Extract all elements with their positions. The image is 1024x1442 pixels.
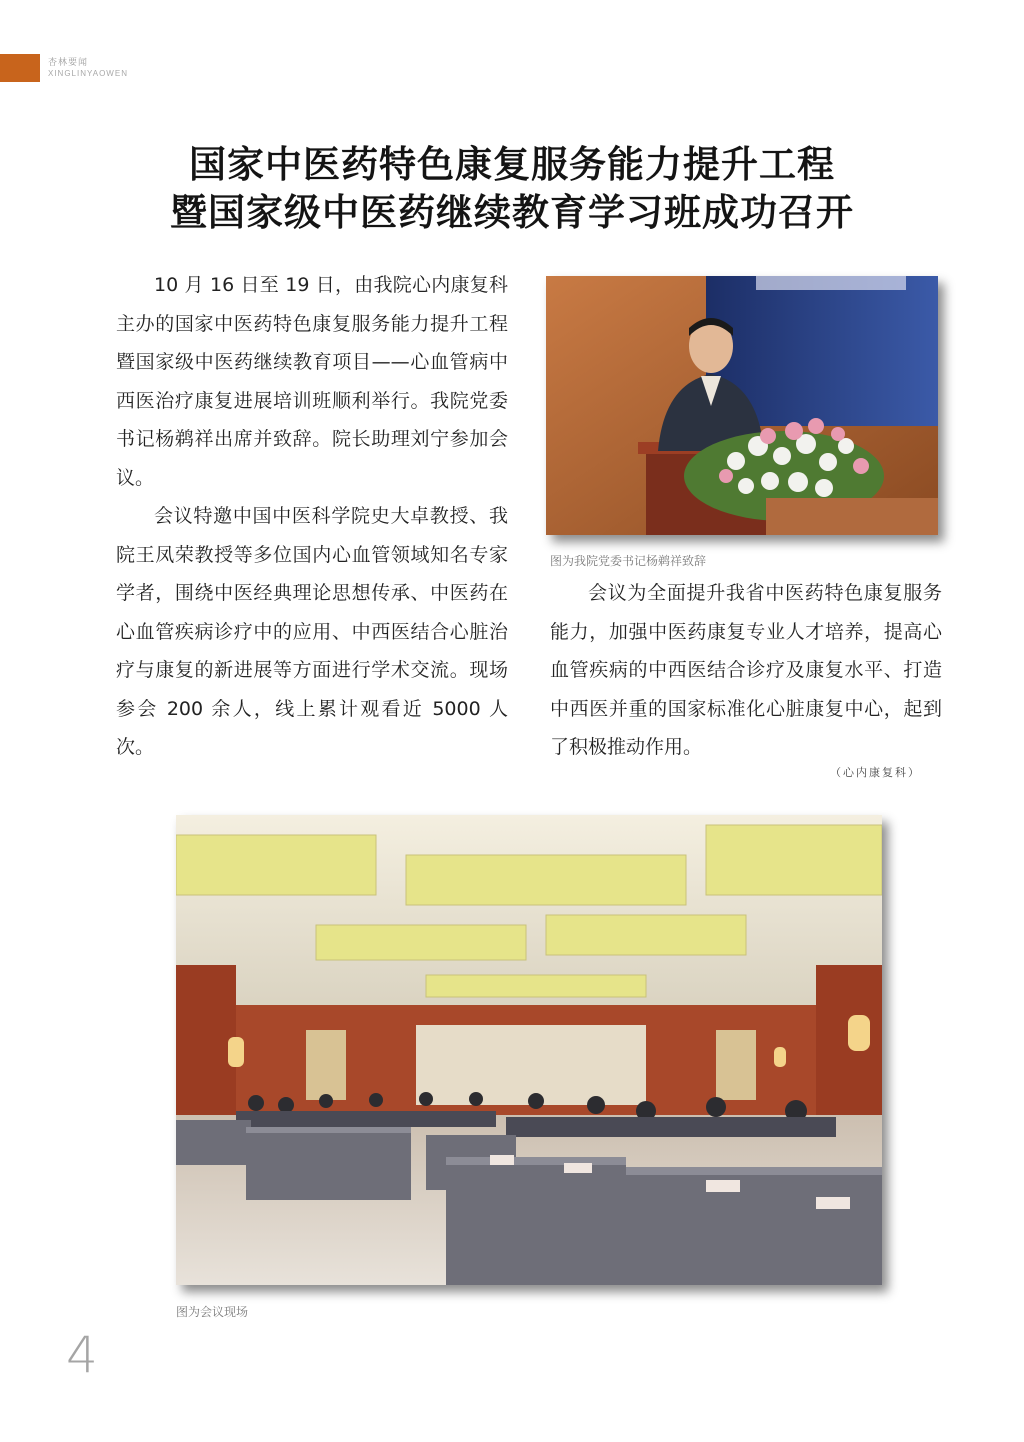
- paragraph-3: 会议为全面提升我省中医药特色康复服务能力，加强中医药康复专业人才培养，提高心血管疾病的中西医结合诊疗及康复水平、打造中西医并重的国家标准化心脏康复中心，起到了积极推动作用。: [550, 582, 942, 758]
- article-title-line2: 暨国家级中医药继续教育学习班成功召开: [170, 190, 854, 234]
- conference-hall-photo: [176, 815, 882, 1285]
- speaker-photo: [546, 276, 938, 535]
- right-column: [550, 574, 942, 767]
- speaker-photo-caption: 图为我院党委书记杨鹈祥致辞: [550, 554, 707, 568]
- section-accent-bar: [0, 54, 40, 82]
- hall-photo-caption: 图为会议现场: [176, 1305, 249, 1319]
- department-credit: （心内康复科）: [830, 766, 921, 779]
- left-column: [116, 266, 508, 767]
- paragraph-1: 10 月 16 日至 19 日，由我院心内康复科主办的国家中医药特色康复服务能力提升工程暨国家级中医药继续教育项目——心血管病中西医治疗康复进展培训班顺利举行。我院党委书记杨鹈祥出席并致辞。院长助理刘宁参加会议。: [116, 274, 508, 489]
- article-title-line1: 国家中医药特色康复服务能力提升工程: [189, 142, 835, 186]
- section-name-pinyin: XINGLINYAOWEN: [48, 69, 128, 78]
- paragraph-2: 会议特邀中国中医科学院史大卓教授、我院王凤荣教授等多位国内心血管领域知名专家学者，围绕中医经典理论思想传承、中医药在心血管疾病诊疗中的应用、中西医结合心脏治疗与康复的新进展等方面进行学术交流。现场参会 200 余人，线上累计观看近 5000 人次。: [116, 505, 508, 758]
- page-number: 4: [66, 1326, 98, 1384]
- section-name: 杏林要闻: [48, 58, 89, 68]
